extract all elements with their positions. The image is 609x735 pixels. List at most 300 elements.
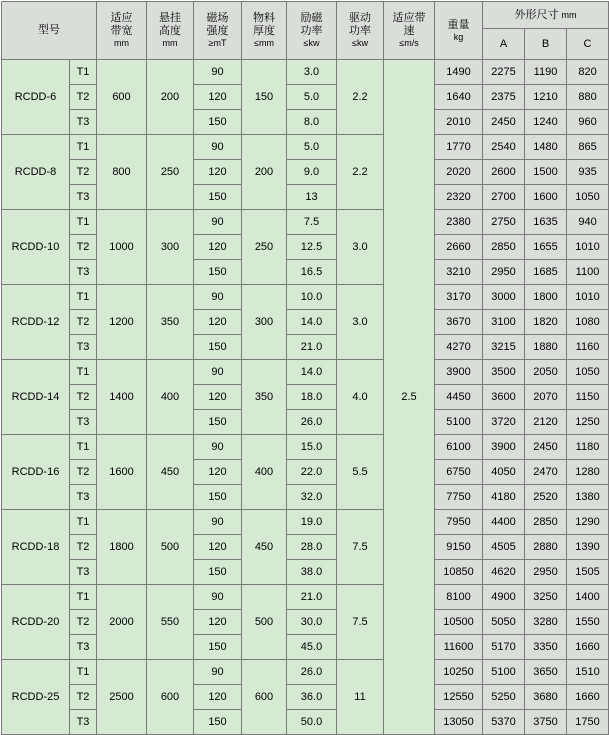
cell-material-thickness: 150 (242, 60, 287, 135)
cell-field-strength: 120 (194, 85, 242, 110)
header-weight-unit: kg (453, 32, 464, 43)
cell-dimension-a: 5370 (483, 710, 525, 735)
table-row (2, 135, 609, 160)
cell-dimension-b: 2470 (525, 460, 567, 485)
cell-belt-width: 2000 (97, 585, 147, 660)
cell-dimension-b: 3650 (525, 660, 567, 685)
cell-dimension-b: 1480 (525, 135, 567, 160)
cell-excitation-power: 38.0 (287, 560, 337, 585)
cell-model: RCDD-6 (2, 60, 70, 135)
cell-excitation-power: 36.0 (287, 685, 337, 710)
cell-field-strength: 120 (194, 310, 242, 335)
cell-material-thickness: 600 (242, 660, 287, 735)
cell-dimension-b: 3250 (525, 585, 567, 610)
cell-field-strength: 150 (194, 410, 242, 435)
cell-dimension-b: 1500 (525, 160, 567, 185)
cell-weight: 3900 (435, 360, 483, 385)
cell-type: T3 (70, 635, 97, 660)
header-dimensions (483, 2, 609, 29)
header-drive-power-unit: ≤kw (352, 38, 368, 49)
header-belt-width-unit: mm (114, 38, 129, 49)
cell-dimension-a: 3600 (483, 385, 525, 410)
cell-model: RCDD-20 (2, 585, 70, 660)
cell-drive-power: 2.2 (337, 60, 384, 135)
cell-excitation-power: 5.0 (287, 85, 337, 110)
table-row (2, 635, 609, 660)
cell-dimension-b: 1880 (525, 335, 567, 360)
header-belt-speed (384, 2, 435, 60)
cell-material-thickness: 400 (242, 435, 287, 510)
cell-excitation-power: 16.5 (287, 260, 337, 285)
cell-type: T1 (70, 585, 97, 610)
cell-field-strength: 150 (194, 485, 242, 510)
cell-weight: 7950 (435, 510, 483, 535)
header-field-strength-line1: 磁场 (206, 12, 229, 25)
cell-excitation-power: 28.0 (287, 535, 337, 560)
cell-dimension-c: 820 (567, 60, 609, 85)
cell-type: T1 (70, 135, 97, 160)
cell-dimension-a: 5100 (483, 660, 525, 685)
header-dim-b: B (525, 29, 567, 60)
cell-dimension-c: 1390 (567, 535, 609, 560)
cell-dimension-b: 2450 (525, 435, 567, 460)
cell-dimension-c: 1100 (567, 260, 609, 285)
cell-model: RCDD-14 (2, 360, 70, 435)
cell-type: T1 (70, 510, 97, 535)
table-row (2, 660, 609, 685)
cell-dimension-b: 2120 (525, 410, 567, 435)
header-excitation-power-unit: ≤kw (303, 38, 320, 49)
cell-field-strength: 150 (194, 185, 242, 210)
header-belt-speed-line2: 速 (403, 24, 415, 37)
cell-dimension-b: 2950 (525, 560, 567, 585)
cell-weight: 1490 (435, 60, 483, 85)
table-header (2, 2, 609, 60)
cell-excitation-power: 5.0 (287, 135, 337, 160)
cell-type: T3 (70, 110, 97, 135)
cell-belt-speed: 2.5 (384, 60, 435, 735)
cell-excitation-power: 26.0 (287, 410, 337, 435)
table-row (2, 310, 609, 335)
cell-excitation-power: 7.5 (287, 210, 337, 235)
cell-field-strength: 90 (194, 360, 242, 385)
cell-excitation-power: 21.0 (287, 335, 337, 360)
cell-dimension-b: 2520 (525, 485, 567, 510)
cell-dimension-c: 1150 (567, 385, 609, 410)
cell-field-strength: 150 (194, 335, 242, 360)
cell-dimension-c: 1660 (567, 685, 609, 710)
cell-dimension-b: 1800 (525, 285, 567, 310)
cell-field-strength: 120 (194, 160, 242, 185)
header-belt-width (97, 2, 147, 60)
cell-field-strength: 90 (194, 435, 242, 460)
table-row (2, 160, 609, 185)
cell-excitation-power: 15.0 (287, 435, 337, 460)
cell-excitation-power: 10.0 (287, 285, 337, 310)
cell-drive-power: 7.5 (337, 510, 384, 585)
cell-field-strength: 120 (194, 235, 242, 260)
cell-excitation-power: 14.0 (287, 360, 337, 385)
cell-dimension-b: 3350 (525, 635, 567, 660)
cell-material-thickness: 350 (242, 360, 287, 435)
cell-hang-height: 450 (147, 435, 194, 510)
header-model-label: 型号 (38, 24, 60, 37)
cell-type: T1 (70, 60, 97, 85)
table-row (2, 585, 609, 610)
cell-belt-width: 2500 (97, 660, 147, 735)
header-field-strength-unit: ≥mT (208, 38, 227, 49)
cell-weight: 7750 (435, 485, 483, 510)
cell-field-strength: 120 (194, 685, 242, 710)
cell-weight: 1770 (435, 135, 483, 160)
cell-field-strength: 150 (194, 635, 242, 660)
table-row (2, 110, 609, 135)
cell-excitation-power: 30.0 (287, 610, 337, 635)
header-belt-width-line1: 适应 (110, 12, 133, 25)
header-drive-power (337, 2, 384, 60)
cell-dimension-a: 2700 (483, 185, 525, 210)
cell-material-thickness: 300 (242, 285, 287, 360)
cell-belt-width: 1600 (97, 435, 147, 510)
cell-belt-width: 1800 (97, 510, 147, 585)
cell-dimension-b: 2880 (525, 535, 567, 560)
cell-field-strength: 90 (194, 60, 242, 85)
table-row (2, 485, 609, 510)
cell-type: T2 (70, 535, 97, 560)
header-belt-speed-unit: ≤m/s (399, 38, 419, 49)
cell-dimension-b: 3680 (525, 685, 567, 710)
cell-field-strength: 90 (194, 210, 242, 235)
cell-belt-width: 800 (97, 135, 147, 210)
table-row (2, 685, 609, 710)
cell-dimension-a: 2750 (483, 210, 525, 235)
cell-type: T2 (70, 610, 97, 635)
cell-weight: 1640 (435, 85, 483, 110)
cell-field-strength: 120 (194, 610, 242, 635)
table-row (2, 510, 609, 535)
cell-drive-power: 7.5 (337, 585, 384, 660)
cell-dimension-c: 880 (567, 85, 609, 110)
cell-dimension-c: 1050 (567, 185, 609, 210)
cell-type: T1 (70, 435, 97, 460)
header-belt-speed-line1: 适应带 (392, 12, 426, 25)
cell-excitation-power: 9.0 (287, 160, 337, 185)
cell-dimension-b: 1240 (525, 110, 567, 135)
cell-weight: 6750 (435, 460, 483, 485)
cell-model: RCDD-8 (2, 135, 70, 210)
header-material-thickness-unit: ≤mm (254, 38, 274, 49)
header-drive-power-line2: 功率 (349, 24, 371, 37)
cell-dimension-a: 2950 (483, 260, 525, 285)
cell-hang-height: 500 (147, 510, 194, 585)
table-row (2, 285, 609, 310)
cell-dimension-c: 935 (567, 160, 609, 185)
table-row (2, 260, 609, 285)
header-hang-height (147, 2, 194, 60)
cell-type: T3 (70, 185, 97, 210)
cell-dimension-a: 5170 (483, 635, 525, 660)
cell-weight: 4450 (435, 385, 483, 410)
cell-dimension-c: 1280 (567, 460, 609, 485)
cell-excitation-power: 12.5 (287, 235, 337, 260)
cell-excitation-power: 18.0 (287, 385, 337, 410)
cell-weight: 10500 (435, 610, 483, 635)
cell-dimension-c: 960 (567, 110, 609, 135)
cell-type: T2 (70, 310, 97, 335)
cell-dimension-a: 4900 (483, 585, 525, 610)
cell-excitation-power: 26.0 (287, 660, 337, 685)
cell-type: T2 (70, 235, 97, 260)
cell-excitation-power: 50.0 (287, 710, 337, 735)
header-dim-a: A (483, 29, 525, 60)
cell-field-strength: 90 (194, 510, 242, 535)
cell-dimension-c: 1750 (567, 710, 609, 735)
table-row (2, 210, 609, 235)
cell-dimension-b: 2050 (525, 360, 567, 385)
cell-model: RCDD-16 (2, 435, 70, 510)
cell-belt-width: 600 (97, 60, 147, 135)
cell-type: T2 (70, 385, 97, 410)
cell-excitation-power: 45.0 (287, 635, 337, 660)
cell-weight: 3210 (435, 260, 483, 285)
cell-dimension-b: 1190 (525, 60, 567, 85)
cell-weight: 10850 (435, 560, 483, 585)
cell-dimension-a: 2450 (483, 110, 525, 135)
cell-dimension-a: 5250 (483, 685, 525, 710)
table-row (2, 335, 609, 360)
cell-dimension-b: 1635 (525, 210, 567, 235)
cell-drive-power: 11 (337, 660, 384, 735)
cell-dimension-a: 2375 (483, 85, 525, 110)
cell-dimension-b: 1600 (525, 185, 567, 210)
header-field-strength (194, 2, 242, 60)
cell-dimension-c: 1505 (567, 560, 609, 585)
cell-dimension-a: 5050 (483, 610, 525, 635)
table-row (2, 435, 609, 460)
cell-field-strength: 150 (194, 260, 242, 285)
header-hang-height-unit: mm (162, 38, 178, 49)
header-dimensions-unit: mm (561, 9, 577, 20)
cell-weight: 2020 (435, 160, 483, 185)
cell-weight: 2010 (435, 110, 483, 135)
cell-dimension-c: 1510 (567, 660, 609, 685)
cell-model: RCDD-10 (2, 210, 70, 285)
cell-hang-height: 400 (147, 360, 194, 435)
header-model (2, 2, 97, 60)
cell-type: T3 (70, 335, 97, 360)
cell-field-strength: 90 (194, 585, 242, 610)
cell-field-strength: 120 (194, 535, 242, 560)
cell-weight: 2380 (435, 210, 483, 235)
cell-type: T2 (70, 685, 97, 710)
cell-material-thickness: 250 (242, 210, 287, 285)
cell-dimension-c: 1660 (567, 635, 609, 660)
table-body (2, 60, 609, 735)
table-row (2, 560, 609, 585)
cell-dimension-c: 1050 (567, 360, 609, 385)
cell-type: T3 (70, 260, 97, 285)
cell-material-thickness: 200 (242, 135, 287, 210)
table-row (2, 185, 609, 210)
cell-hang-height: 350 (147, 285, 194, 360)
header-row-top (2, 2, 609, 29)
cell-weight: 2660 (435, 235, 483, 260)
cell-drive-power: 3.0 (337, 285, 384, 360)
cell-field-strength: 90 (194, 135, 242, 160)
cell-type: T3 (70, 560, 97, 585)
header-excitation-power-line2: 功率 (300, 24, 323, 37)
cell-excitation-power: 8.0 (287, 110, 337, 135)
header-belt-width-line2: 带宽 (110, 24, 133, 37)
cell-weight: 9150 (435, 535, 483, 560)
cell-hang-height: 600 (147, 660, 194, 735)
cell-weight: 12550 (435, 685, 483, 710)
cell-model: RCDD-18 (2, 510, 70, 585)
table-row (2, 360, 609, 385)
cell-material-thickness: 500 (242, 585, 287, 660)
cell-dimension-c: 865 (567, 135, 609, 160)
cell-dimension-a: 3900 (483, 435, 525, 460)
cell-dimension-c: 1160 (567, 335, 609, 360)
cell-dimension-c: 1010 (567, 285, 609, 310)
cell-weight: 11600 (435, 635, 483, 660)
cell-excitation-power: 13 (287, 185, 337, 210)
cell-type: T1 (70, 210, 97, 235)
cell-weight: 8100 (435, 585, 483, 610)
cell-hang-height: 300 (147, 210, 194, 285)
cell-dimension-a: 4050 (483, 460, 525, 485)
table-row (2, 460, 609, 485)
cell-dimension-b: 1685 (525, 260, 567, 285)
cell-excitation-power: 19.0 (287, 510, 337, 535)
cell-type: T1 (70, 360, 97, 385)
cell-dimension-c: 940 (567, 210, 609, 235)
cell-type: T2 (70, 460, 97, 485)
cell-dimension-c: 1550 (567, 610, 609, 635)
cell-dimension-b: 3280 (525, 610, 567, 635)
table-row (2, 535, 609, 560)
cell-weight: 2320 (435, 185, 483, 210)
cell-dimension-a: 2275 (483, 60, 525, 85)
cell-dimension-a: 2540 (483, 135, 525, 160)
cell-model: RCDD-25 (2, 660, 70, 735)
cell-field-strength: 150 (194, 110, 242, 135)
cell-field-strength: 120 (194, 460, 242, 485)
cell-dimension-a: 4620 (483, 560, 525, 585)
cell-type: T1 (70, 660, 97, 685)
cell-dimension-a: 3215 (483, 335, 525, 360)
table-row (2, 85, 609, 110)
table-row (2, 610, 609, 635)
cell-excitation-power: 22.0 (287, 460, 337, 485)
cell-hang-height: 250 (147, 135, 194, 210)
header-material-thickness (242, 2, 287, 60)
cell-dimension-c: 1180 (567, 435, 609, 460)
cell-dimension-a: 4505 (483, 535, 525, 560)
cell-excitation-power: 32.0 (287, 485, 337, 510)
cell-model: RCDD-12 (2, 285, 70, 360)
header-weight (435, 2, 483, 60)
cell-dimension-b: 1820 (525, 310, 567, 335)
cell-weight: 13050 (435, 710, 483, 735)
cell-field-strength: 150 (194, 560, 242, 585)
cell-dimension-a: 2850 (483, 235, 525, 260)
table-row (2, 235, 609, 260)
cell-dimension-a: 3720 (483, 410, 525, 435)
header-hang-height-line2: 高度 (159, 24, 181, 37)
cell-belt-width: 1400 (97, 360, 147, 435)
cell-weight: 10250 (435, 660, 483, 685)
cell-dimension-c: 1380 (567, 485, 609, 510)
cell-hang-height: 550 (147, 585, 194, 660)
header-material-thickness-line1: 物料 (253, 12, 275, 25)
cell-dimension-a: 4180 (483, 485, 525, 510)
cell-type: T3 (70, 710, 97, 735)
cell-dimension-c: 1250 (567, 410, 609, 435)
cell-dimension-a: 3000 (483, 285, 525, 310)
cell-field-strength: 90 (194, 660, 242, 685)
table-row (2, 410, 609, 435)
cell-dimension-b: 1210 (525, 85, 567, 110)
cell-hang-height: 200 (147, 60, 194, 135)
header-field-strength-line2: 强度 (206, 24, 229, 37)
cell-dimension-a: 4400 (483, 510, 525, 535)
cell-dimension-a: 3100 (483, 310, 525, 335)
cell-dimension-a: 2600 (483, 160, 525, 185)
header-material-thickness-line2: 厚度 (253, 24, 275, 37)
cell-weight: 5100 (435, 410, 483, 435)
cell-dimension-b: 3750 (525, 710, 567, 735)
cell-weight: 4270 (435, 335, 483, 360)
cell-belt-width: 1000 (97, 210, 147, 285)
cell-dimension-c: 1290 (567, 510, 609, 535)
cell-field-strength: 150 (194, 710, 242, 735)
cell-belt-width: 1200 (97, 285, 147, 360)
cell-type: T3 (70, 410, 97, 435)
cell-type: T3 (70, 485, 97, 510)
cell-material-thickness: 450 (242, 510, 287, 585)
cell-dimension-c: 1010 (567, 235, 609, 260)
cell-type: T2 (70, 160, 97, 185)
cell-dimension-b: 2850 (525, 510, 567, 535)
cell-weight: 6100 (435, 435, 483, 460)
header-excitation-power-line1: 励磁 (300, 12, 323, 25)
cell-type: T1 (70, 285, 97, 310)
cell-weight: 3170 (435, 285, 483, 310)
header-dimensions-label: 外形尺寸 (514, 8, 559, 21)
cell-drive-power: 2.2 (337, 135, 384, 210)
table-row (2, 60, 609, 85)
cell-drive-power: 3.0 (337, 210, 384, 285)
cell-dimension-a: 3500 (483, 360, 525, 385)
header-drive-power-line1: 驱动 (349, 12, 371, 25)
header-hang-height-line1: 悬挂 (159, 12, 181, 25)
cell-drive-power: 4.0 (337, 360, 384, 435)
cell-dimension-c: 1080 (567, 310, 609, 335)
header-excitation-power (287, 2, 337, 60)
cell-drive-power: 5.5 (337, 435, 384, 510)
specification-table (1, 1, 609, 735)
table-row (2, 385, 609, 410)
cell-field-strength: 90 (194, 285, 242, 310)
cell-excitation-power: 14.0 (287, 310, 337, 335)
cell-weight: 3670 (435, 310, 483, 335)
table-row (2, 710, 609, 735)
header-dim-c: C (567, 29, 609, 60)
header-weight-label: 重量 (447, 18, 470, 31)
cell-field-strength: 120 (194, 385, 242, 410)
cell-type: T2 (70, 85, 97, 110)
